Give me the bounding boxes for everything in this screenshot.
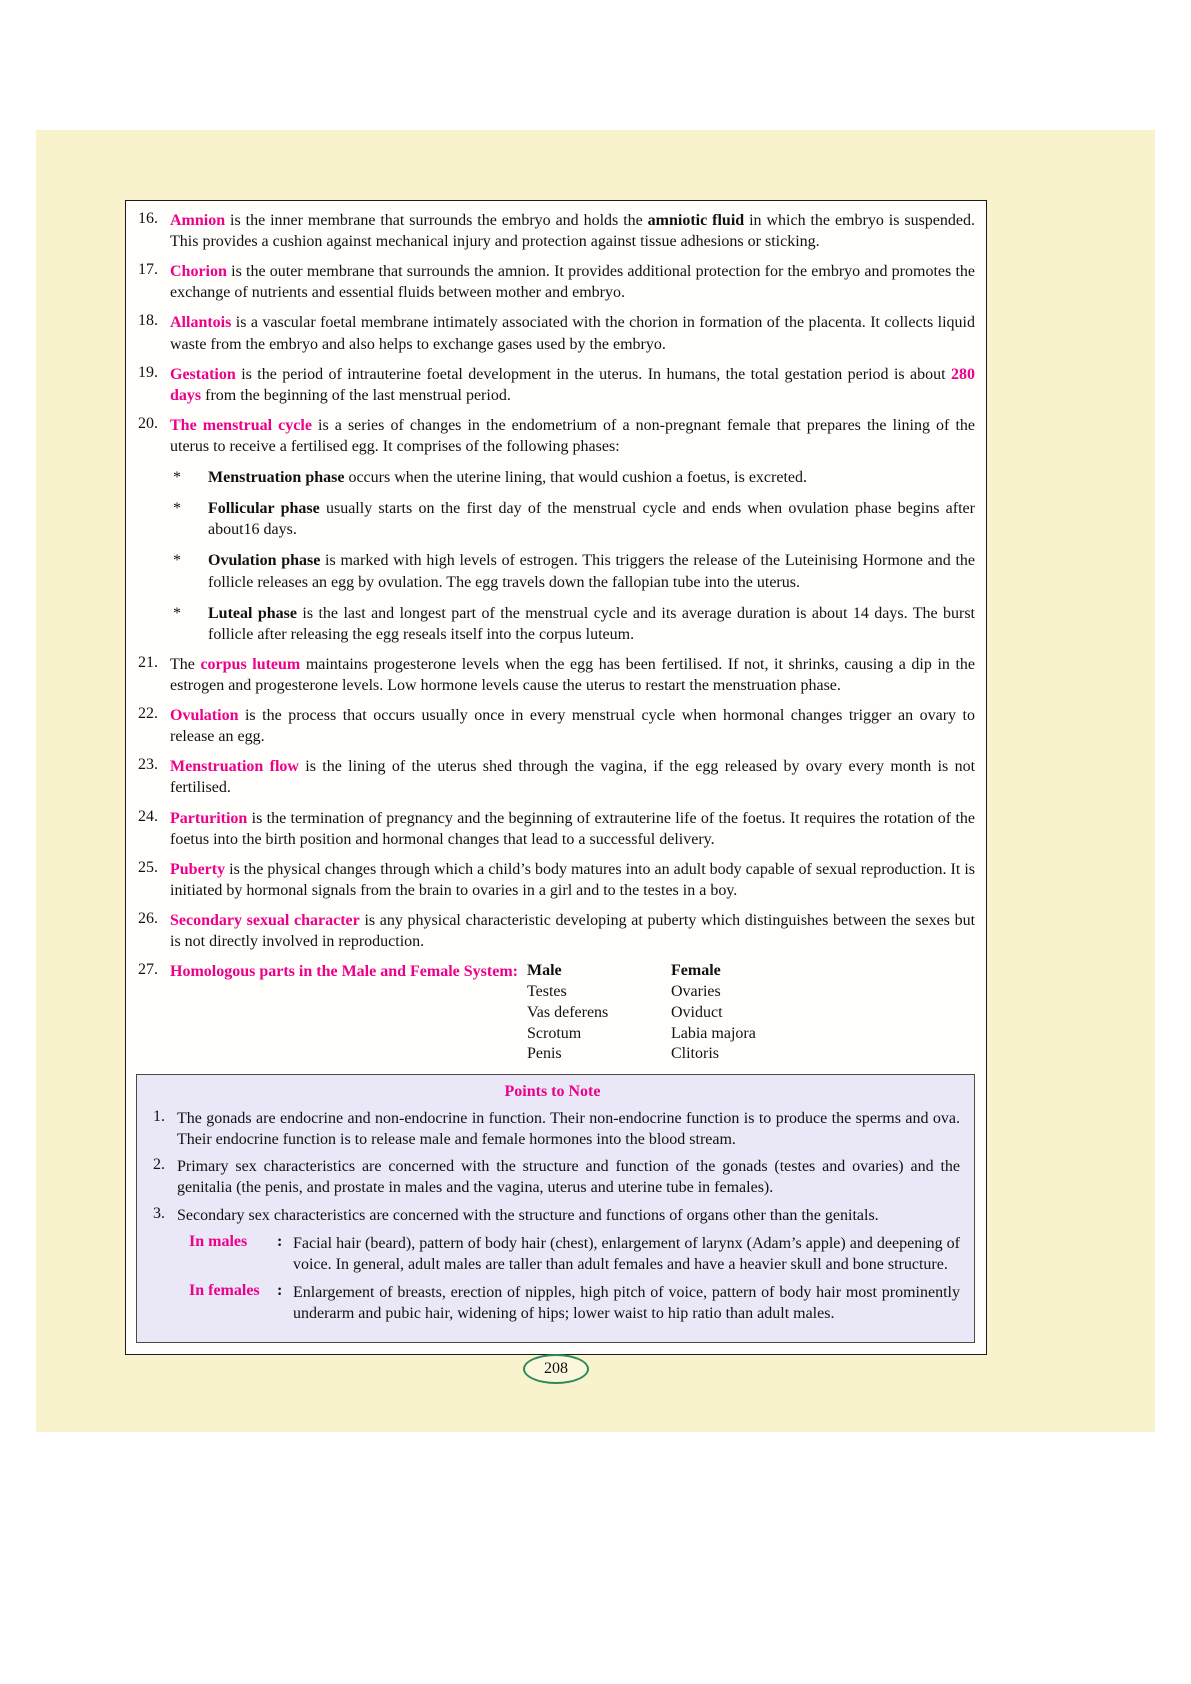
points-to-note-title: Points to Note (504, 1083, 601, 1101)
note-item-text: Primary sex characteristics are concerned with the structure and function of the gonads (testes and ovaries) and the genitalia (the penis, and prostate in males and the vagina, uterus and uterine tube in females). (177, 1158, 960, 1197)
item-body (170, 961, 975, 1065)
page-number: 208 (544, 1360, 568, 1377)
term-allantois: Allantois (170, 314, 232, 332)
item-body (170, 808, 975, 850)
female-item: Oviduct (670, 1003, 723, 1021)
note-item-number: 1. (153, 1108, 165, 1126)
item-text: The (170, 655, 201, 673)
page-number-badge (523, 1354, 589, 1384)
phase-text: occurs when the uterine lining, that would cushion a foetus, is excreted. (344, 469, 807, 487)
definition-item-parturition (136, 808, 975, 850)
content-box (125, 200, 987, 1355)
note-item-number: 3. (153, 1204, 165, 1222)
item-body (170, 756, 975, 798)
item-text: is a vascular foetal membrane intimately associated with the chorion in formation of the placenta. It collects liquid waste from the embryo and also helps to exchange gases used by the embryo. (170, 314, 975, 353)
note-sub-text: Facial hair (beard), pattern of body hair (chest), enlargement of larynx (Adam’s apple) and deepening of voice. In general, adult males are taller than adult females and have a heavier skull and bone structure. (293, 1234, 960, 1273)
item-text: is a series of changes in the endometrium of a non-pregnant female that prepares the lining of the uterus to receive a fertilised egg. It comprises of the following phases: (170, 416, 976, 455)
note-item (145, 1205, 960, 1226)
note-sub-label: In females (189, 1281, 260, 1299)
bullet: * (173, 604, 181, 622)
item-number: 16. (138, 210, 158, 227)
phase-text: is marked with high levels of estrogen. This triggers the release of the Luteinising Hormone and the follicle releases an egg by ovulation. The egg travels down the fallopian tube into the uterus. (208, 552, 975, 591)
phase-name: Menstruation phase (208, 469, 345, 487)
phase-text: is the last and longest part of the menstrual cycle and its average duration is about 14 days. The burst follicle after releasing the egg reseals itself into the corpus luteum. (208, 604, 975, 643)
note-sub-label: In males (189, 1232, 248, 1250)
term-gestation: Gestation (170, 365, 236, 383)
definition-item-menstruation-flow (136, 756, 975, 798)
item-number: 18. (138, 312, 158, 330)
bullet: * (173, 552, 181, 570)
note-sub-colon: : (277, 1232, 283, 1250)
term-chorion: Chorion (170, 263, 227, 281)
item-number: 27. (138, 961, 158, 979)
term-corpus-luteum: corpus luteum (200, 655, 301, 673)
bullet: * (173, 469, 181, 487)
phase-list (170, 467, 975, 645)
item-body (170, 654, 975, 696)
definition-item-puberty (136, 859, 975, 901)
item-number: 21. (138, 653, 158, 671)
phase-item-follicular (170, 498, 975, 540)
note-item-number: 2. (153, 1156, 165, 1174)
item-body (170, 312, 975, 354)
item-text: is the period of intrauterine foetal development in the uterus. In humans, the total gestation period is about (235, 365, 951, 383)
term-menstrual-cycle: The menstrual cycle (170, 416, 312, 434)
item-body (170, 910, 975, 952)
term-amnion: Amnion (170, 212, 226, 229)
female-item: Ovaries (670, 982, 721, 1000)
phase-item-luteal (170, 603, 975, 645)
item-text: maintains progesterone levels when the egg has been fertilised. If not, it shrinks, causing a dip in the estrogen and progesterone levels. Low hormone levels cause the uterus to restart the menstruation phase. (170, 655, 976, 694)
item-number: 22. (138, 705, 158, 723)
female-column-header: Female (670, 962, 721, 980)
homologous-columns (527, 961, 815, 1065)
item-text: is the lining of the uterus shed through the vagina, if the egg released by ovary every month is not fertilised. (170, 758, 976, 797)
phase-item-ovulation (170, 550, 975, 592)
note-sub-text: Enlargement of breasts, erection of nipples, high pitch of voice, pattern of body hair most prominently underarm and pubic hair, widening of hips; lower waist to hip ratio than adult males. (293, 1283, 960, 1323)
female-item: Labia majora (670, 1024, 756, 1042)
definition-item-corpus-luteum (136, 654, 975, 696)
accent-280-days: 280 days (170, 365, 975, 404)
phase-body (208, 603, 975, 645)
item-number: 23. (138, 756, 158, 774)
female-column (671, 961, 815, 1065)
item-text: is the process that occurs usually once in every menstrual cycle when hormonal changes trigger an ovary to release an egg. (170, 707, 975, 746)
phase-body (208, 467, 975, 488)
item-bold-text: amniotic fluid (647, 212, 745, 229)
phase-name: Follicular phase (208, 500, 320, 518)
item-body (170, 210, 975, 252)
male-column (527, 961, 671, 1065)
definition-item-allantois (136, 312, 975, 354)
item-number: 26. (138, 909, 158, 927)
definition-item-gestation (136, 364, 975, 406)
points-to-note-box (136, 1074, 975, 1343)
note-item-text: Secondary sex characteristics are concerned with the structure and functions of organs other than the genitals. (177, 1206, 879, 1224)
female-item: Clitoris (670, 1045, 719, 1063)
item-body (170, 859, 975, 901)
note-sub-in-males (189, 1233, 960, 1275)
item-number: 17. (138, 261, 158, 279)
phase-item-menstruation (170, 467, 975, 488)
item-body (170, 705, 975, 747)
definition-item-chorion (136, 261, 975, 303)
definition-item-homologous-parts (136, 961, 975, 1065)
male-column-header: Male (526, 962, 562, 980)
term-ovulation: Ovulation (170, 707, 239, 725)
item-text: is the physical changes through which a child’s body matures into an adult body capable of sexual reproduction. It is initiated by hormonal signals from the brain to ovaries in a girl and to the testes in a boy. (170, 860, 975, 899)
item-body (170, 261, 975, 303)
note-sub-in-females (189, 1282, 960, 1324)
item-text: is the inner membrane that surrounds the embryo and holds the (225, 212, 648, 229)
item-text: in which the embryo is suspended. This provides a cushion against mechanical injury and protection against tissue adhesions or sticking. (170, 212, 976, 251)
item-number: 19. (138, 363, 158, 381)
definition-item-ovulation (136, 705, 975, 747)
item-text: is the outer membrane that surrounds the amnion. It provides additional protection for the embryo and promotes the exchange of nutrients and essential fluids between mother and embryo. (170, 263, 975, 302)
item-number: 24. (138, 807, 158, 825)
term-secondary-sexual-character: Secondary sexual character (170, 911, 360, 929)
phase-body (208, 498, 975, 540)
term-homologous-parts: Homologous parts in the Male and Female System: (170, 963, 518, 981)
item-body (170, 415, 975, 645)
item-text: from the beginning of the last menstrual period. (201, 386, 511, 404)
phase-text: usually starts on the first day of the menstrual cycle and ends when ovulation phase begins after about16 days. (208, 500, 975, 539)
item-number: 25. (138, 858, 158, 876)
note-item-text: The gonads are endocrine and non-endocrine in function. Their non-endocrine function is to produce the sperms and ova. Their endocrine function is to release male and female hormones into the blood stream. (177, 1110, 960, 1149)
male-item: Penis (526, 1045, 562, 1063)
bullet: * (173, 500, 181, 518)
page-background (36, 130, 1155, 1432)
term-parturition: Parturition (170, 809, 248, 827)
definition-item-amnion (136, 210, 975, 252)
male-item: Vas deferens (526, 1003, 609, 1021)
homologous-table (170, 961, 975, 1065)
note-item (145, 1108, 960, 1150)
male-item: Scrotum (526, 1024, 582, 1042)
phase-name: Luteal phase (208, 604, 297, 622)
item-text: is the termination of pregnancy and the beginning of extrauterine life of the foetus. It requires the rotation of the foetus into the birth position and hormonal changes that lead to a successful delivery. (170, 809, 975, 848)
note-item (145, 1156, 960, 1198)
phase-name: Ovulation phase (208, 552, 321, 570)
term-puberty: Puberty (170, 860, 226, 878)
phase-body (208, 550, 975, 592)
definition-item-secondary-sexual-character (136, 910, 975, 952)
term-menstruation-flow: Menstruation flow (170, 758, 299, 776)
male-item: Testes (526, 982, 567, 1000)
item-text: is any physical characteristic developing at puberty which distinguishes between the sexes but is not directly involved in reproduction. (170, 911, 976, 951)
note-sub-colon: : (277, 1281, 283, 1299)
definition-item-menstrual-cycle (136, 415, 975, 645)
item-number: 20. (138, 414, 158, 432)
item-body (170, 364, 975, 406)
